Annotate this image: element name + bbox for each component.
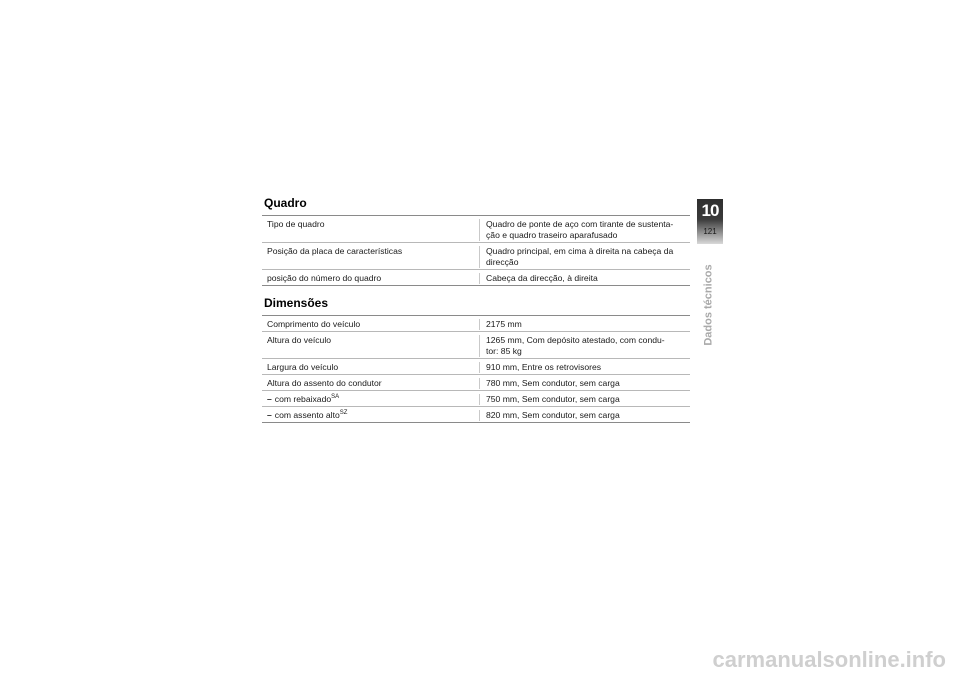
- spec-value: 910 mm, Entre os retrovisores: [486, 362, 602, 372]
- spec-value: 780 mm, Sem condutor, sem carga: [486, 378, 620, 388]
- spec-key: Comprimento do veículo: [262, 319, 480, 330]
- spec-key-sub: [262, 394, 480, 405]
- option-code: SA: [331, 394, 340, 400]
- spec-table-dimensoes: [262, 315, 690, 423]
- spec-key-text: com assento alto: [274, 410, 340, 420]
- spec-key: Tipo de quadro: [262, 219, 480, 241]
- dash-bullet: –: [267, 410, 272, 420]
- chapter-number: 10: [701, 201, 719, 220]
- spec-key-sub: [262, 410, 480, 421]
- table-row: [262, 407, 690, 423]
- table-row: [262, 375, 690, 391]
- chapter-title: Dados técnicos: [703, 264, 715, 346]
- chapter-tab: [697, 199, 723, 244]
- spec-content: [262, 196, 690, 433]
- option-code: SZ: [339, 410, 348, 416]
- section-title-dimensoes: Dimensões: [264, 296, 329, 310]
- spec-key: Altura do veículo: [262, 335, 480, 357]
- table-row: [262, 359, 690, 375]
- table-row: [262, 216, 690, 243]
- spec-value: Cabeça da direcção, à direita: [486, 273, 598, 283]
- spec-value: Quadro principal, em cima à direita na cabeça da direcção: [486, 246, 674, 267]
- spec-value: 820 mm, Sem condutor, sem carga: [486, 410, 620, 420]
- table-row: [262, 332, 690, 359]
- spec-value: 1265 mm, Com depósito atestado, com condu- tor: 85 kg: [486, 335, 665, 356]
- spec-key: posição do número do quadro: [262, 273, 480, 284]
- watermark: carmanualsonline.info: [712, 647, 946, 672]
- spec-key: Altura do assento do condutor: [262, 378, 480, 389]
- spec-value: 2175 mm: [486, 319, 522, 329]
- chapter-title-vertical: [699, 264, 719, 346]
- spec-key: Largura do veículo: [262, 362, 480, 373]
- table-row: [262, 270, 690, 286]
- section-title-quadro: Quadro: [264, 196, 307, 210]
- page-number: 121: [703, 227, 717, 236]
- table-row: [262, 316, 690, 332]
- spec-value: Quadro de ponte de aço com tirante de sustenta- ção e quadro traseiro aparafusado: [486, 219, 674, 240]
- table-row: [262, 243, 690, 270]
- spec-key: Posição da placa de características: [262, 246, 480, 268]
- spec-key-text: com rebaixado: [274, 394, 332, 404]
- dash-bullet: –: [267, 394, 272, 404]
- spec-table-quadro: [262, 215, 690, 286]
- table-row: [262, 391, 690, 407]
- spec-value: 750 mm, Sem condutor, sem carga: [486, 394, 620, 404]
